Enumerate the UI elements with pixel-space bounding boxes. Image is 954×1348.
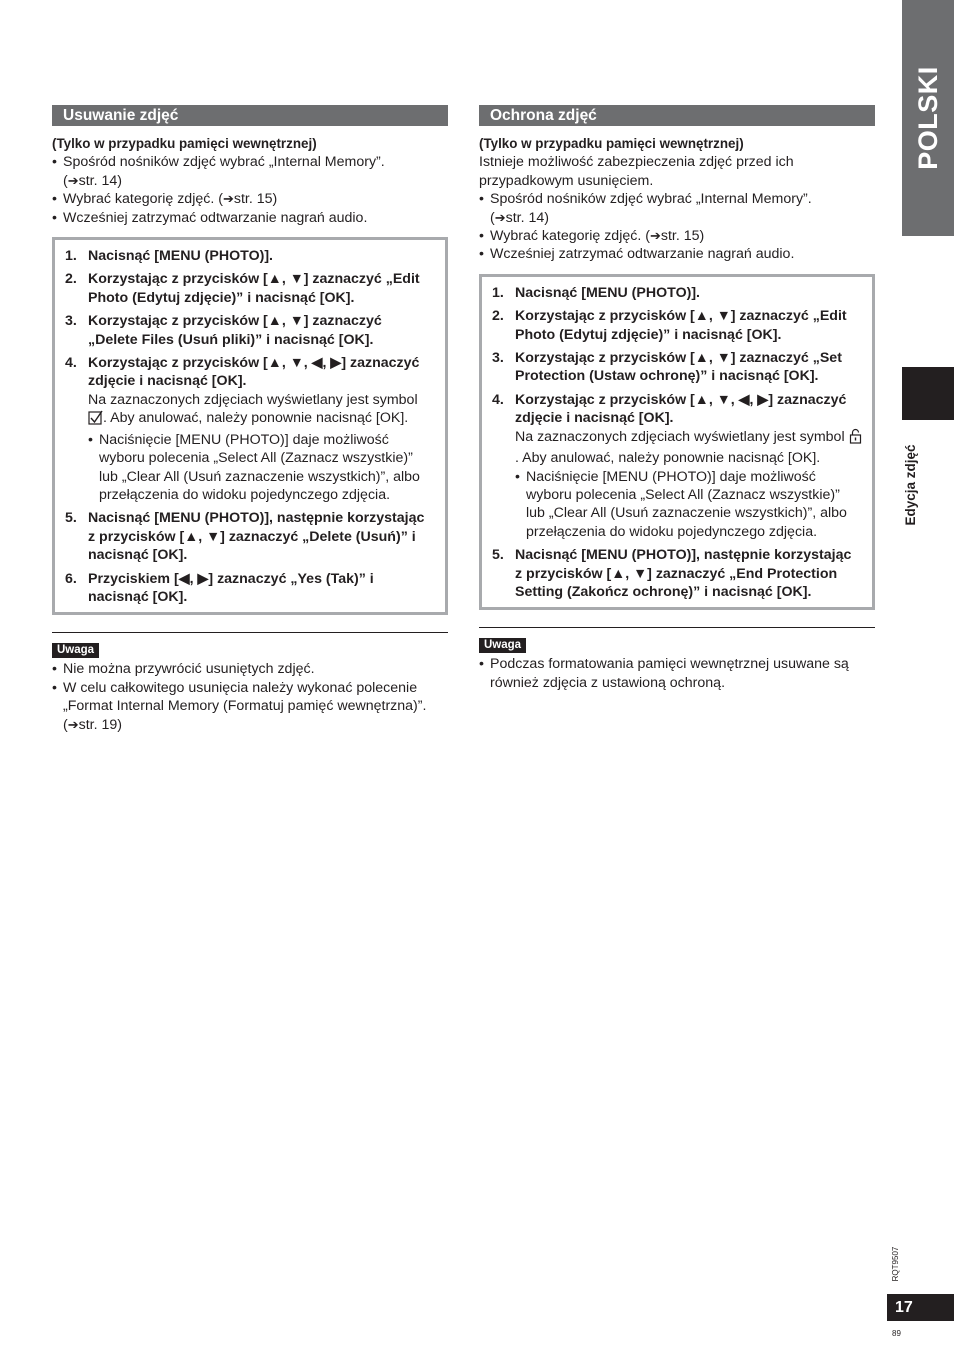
language-tab-label: POLSKI (912, 66, 943, 170)
note-section (479, 627, 875, 692)
arrow-icon: ➔ (222, 191, 234, 207)
step-item (65, 570, 435, 607)
arrow-icon: ➔ (67, 716, 79, 732)
note-text: . Aby anulować, należy ponownie nacisnąć [OK]. (515, 450, 821, 467)
note-text: Podczas formatowania pamięci wewnętrznej usuwane są również zdjęcia z ustawioną ochroną. (490, 656, 849, 691)
page-number: 17 (887, 1294, 954, 1321)
list-item (52, 190, 448, 208)
list-item (479, 655, 875, 692)
list-item: • Spośród nośników zdjęć wybrać „Internal Memory”. (➔str. 14) (479, 190, 875, 227)
lock-icon (849, 428, 862, 449)
list-item (52, 209, 448, 227)
step-text: Korzystając z przycisków [▲, ▼, ◀, ▶] zaznaczyć zdjęcie i nacisnąć [OK]. (88, 355, 420, 390)
step-text: Korzystając z przycisków [▲, ▼] zaznaczyć „Set Protection (Ustaw ochronę)” i nacisnąć [OK]. (515, 350, 842, 385)
page-ref: str. 19) (78, 716, 123, 733)
note-text: Na zaznaczonych zdjęciach wyświetlany jest symbol (515, 428, 845, 445)
step-text: Nacisnąć [MENU (PHOTO)], następnie korzystając z przycisków [▲, ▼] zaznaczyć „End Protection Setting (Zakończ ochronę)” i nacisnąć [OK]. (515, 547, 852, 600)
page-ref: str. 14) (505, 209, 550, 226)
bullet-text: Spośród nośników zdjęć wybrać „Internal Memory”. (63, 154, 385, 171)
steps-list (492, 284, 862, 602)
section-heading: Usuwanie zdjęć (52, 105, 448, 126)
step-item (65, 270, 435, 307)
list-item (479, 245, 875, 263)
list-item (479, 227, 875, 245)
bullet-text: Wybrać kategorię zdjęć. ( (63, 191, 223, 208)
step-text: Nacisnąć [MENU (PHOTO)], następnie korzystając z przycisków [▲, ▼] zaznaczyć „Delete (Usuń)” i nacisnąć [OK]. (88, 510, 425, 564)
step-text: Korzystając z przycisków [▲, ▼] zaznaczyć „Edit Photo (Edytuj zdjęcie)” i nacisnąć [OK]. (88, 271, 420, 306)
step-text: Nacisnąć [MENU (PHOTO)]. (88, 248, 273, 265)
arrow-icon: ➔ (494, 209, 506, 225)
note-text: Nie można przywrócić usuniętych zdjęć. (63, 661, 315, 678)
step-item (492, 546, 862, 601)
step-item (492, 391, 862, 541)
arrow-icon: ➔ (67, 172, 79, 188)
step-number: 1. (65, 248, 77, 265)
step-text: Przyciskiem [◀, ▶] zaznaczyć „Yes (Tak)” i nacisnąć [OK]. (88, 570, 374, 605)
step-item (65, 312, 435, 349)
step-text: Korzystając z przycisków [▲, ▼, ◀, ▶] zaznaczyć zdjęcie i nacisnąć [OK]. (515, 391, 847, 427)
step-note (88, 391, 435, 431)
step-number: 6. (65, 570, 77, 587)
note-list (52, 660, 448, 734)
section-heading: Ochrona zdjęć (479, 105, 875, 126)
protect-photos-section (479, 105, 875, 692)
chapter-label: Edycja zdjęć (902, 444, 918, 526)
list-item (52, 660, 448, 678)
step-number: 2. (65, 271, 77, 288)
step-text: Korzystając z przycisków [▲, ▼] zaznaczyć „Delete Files (Usuń pliki)” i nacisnąć [OK]. (88, 313, 382, 348)
list-item: • Spośród nośników zdjęć wybrać „Internal Memory”. (➔str. 14) (52, 153, 448, 190)
page-ref: str. 15) (233, 191, 278, 208)
note-section (52, 632, 448, 734)
step-number: 4. (492, 391, 504, 408)
step-item (492, 307, 862, 344)
section-subheading: (Tylko w przypadku pamięci wewnętrznej) (52, 136, 317, 151)
language-tab (902, 0, 954, 236)
delete-photos-section (52, 105, 448, 734)
prerequisite-list (479, 190, 875, 264)
page-ref: str. 14) (78, 172, 123, 189)
bullet-text: Wybrać kategorię zdjęć. ( (490, 228, 650, 245)
step-number: 5. (65, 510, 77, 527)
chapter-marker (902, 367, 954, 420)
step-item (492, 284, 862, 302)
steps-box (479, 274, 875, 611)
step-item (65, 247, 435, 265)
step-item (65, 354, 435, 504)
steps-list (65, 247, 435, 606)
step-number: 3. (492, 350, 504, 367)
step-sub-list (88, 431, 435, 505)
note-text: W celu całkowitego usunięcia należy wykonać polecenie „Format Internal Memory (Formatuj pamięć wewnętrzna)”. (63, 679, 427, 715)
note-list (479, 655, 875, 692)
prerequisite-list (52, 153, 448, 227)
bullet-text: Wcześniej zatrzymać odtwarzanie nagrań audio. (490, 246, 795, 263)
bullet-text: Spośród nośników zdjęć wybrać „Internal Memory”. (490, 191, 812, 208)
step-number: 1. (492, 284, 504, 301)
step-number: 3. (65, 313, 77, 330)
section-subheading: (Tylko w przypadku pamięci wewnętrznej) (479, 136, 744, 151)
intro-text: Istnieje możliwość zabezpieczenia zdjęć przed ich przypadkowym usunięciem. (479, 154, 794, 189)
step-number: 4. (65, 355, 77, 372)
step-number: 2. (492, 308, 504, 325)
list-item: • W celu całkowitego usunięcia należy wykonać polecenie „Format Internal Memory (Formatuj pamięć wewnętrzna)”. (➔str. 19) (52, 679, 448, 734)
note-text: Na zaznaczonych zdjęciach wyświetlany jest symbol (88, 391, 418, 408)
step-note (515, 428, 862, 468)
steps-box (52, 237, 448, 615)
note-label: Uwaga (52, 643, 99, 658)
step-item (492, 349, 862, 386)
note-label: Uwaga (479, 638, 526, 653)
step-item (65, 509, 435, 564)
page-sub-number: 89 (892, 1329, 901, 1338)
list-item: • Naciśnięcie [MENU (PHOTO)] daje możliwość wyboru polecenia „Select All (Zaznacz wszystkie)” lub „Clear All (Usuń zaznaczenie wszystkich)”, albo przełączenia do widoku pojedynczego zdjęcia. (515, 468, 862, 542)
document-code: RQT9507 (890, 1246, 900, 1282)
page-ref: str. 15) (660, 228, 705, 245)
step-text: Korzystając z przycisków [▲, ▼] zaznaczyć „Edit Photo (Edytuj zdjęcie)” i nacisnąć [OK]. (515, 308, 847, 343)
bullet-text: Wcześniej zatrzymać odtwarzanie nagrań audio. (63, 209, 368, 226)
step-number: 5. (492, 547, 504, 564)
note-text: . Aby anulować, należy ponownie nacisnąć [OK]. (103, 410, 409, 427)
list-item: • Naciśnięcie [MENU (PHOTO)] daje możliwość wyboru polecenia „Select All (Zaznacz wszystkie)” lub „Clear All (Usuń zaznaczenie wszystkich)”, albo przełączenia do widoku pojedynczego zdjęcia. (88, 431, 435, 505)
step-sub-list (515, 468, 862, 542)
arrow-icon: ➔ (649, 228, 661, 244)
step-text: Nacisnąć [MENU (PHOTO)]. (515, 284, 700, 301)
checkbox-icon (88, 410, 103, 430)
